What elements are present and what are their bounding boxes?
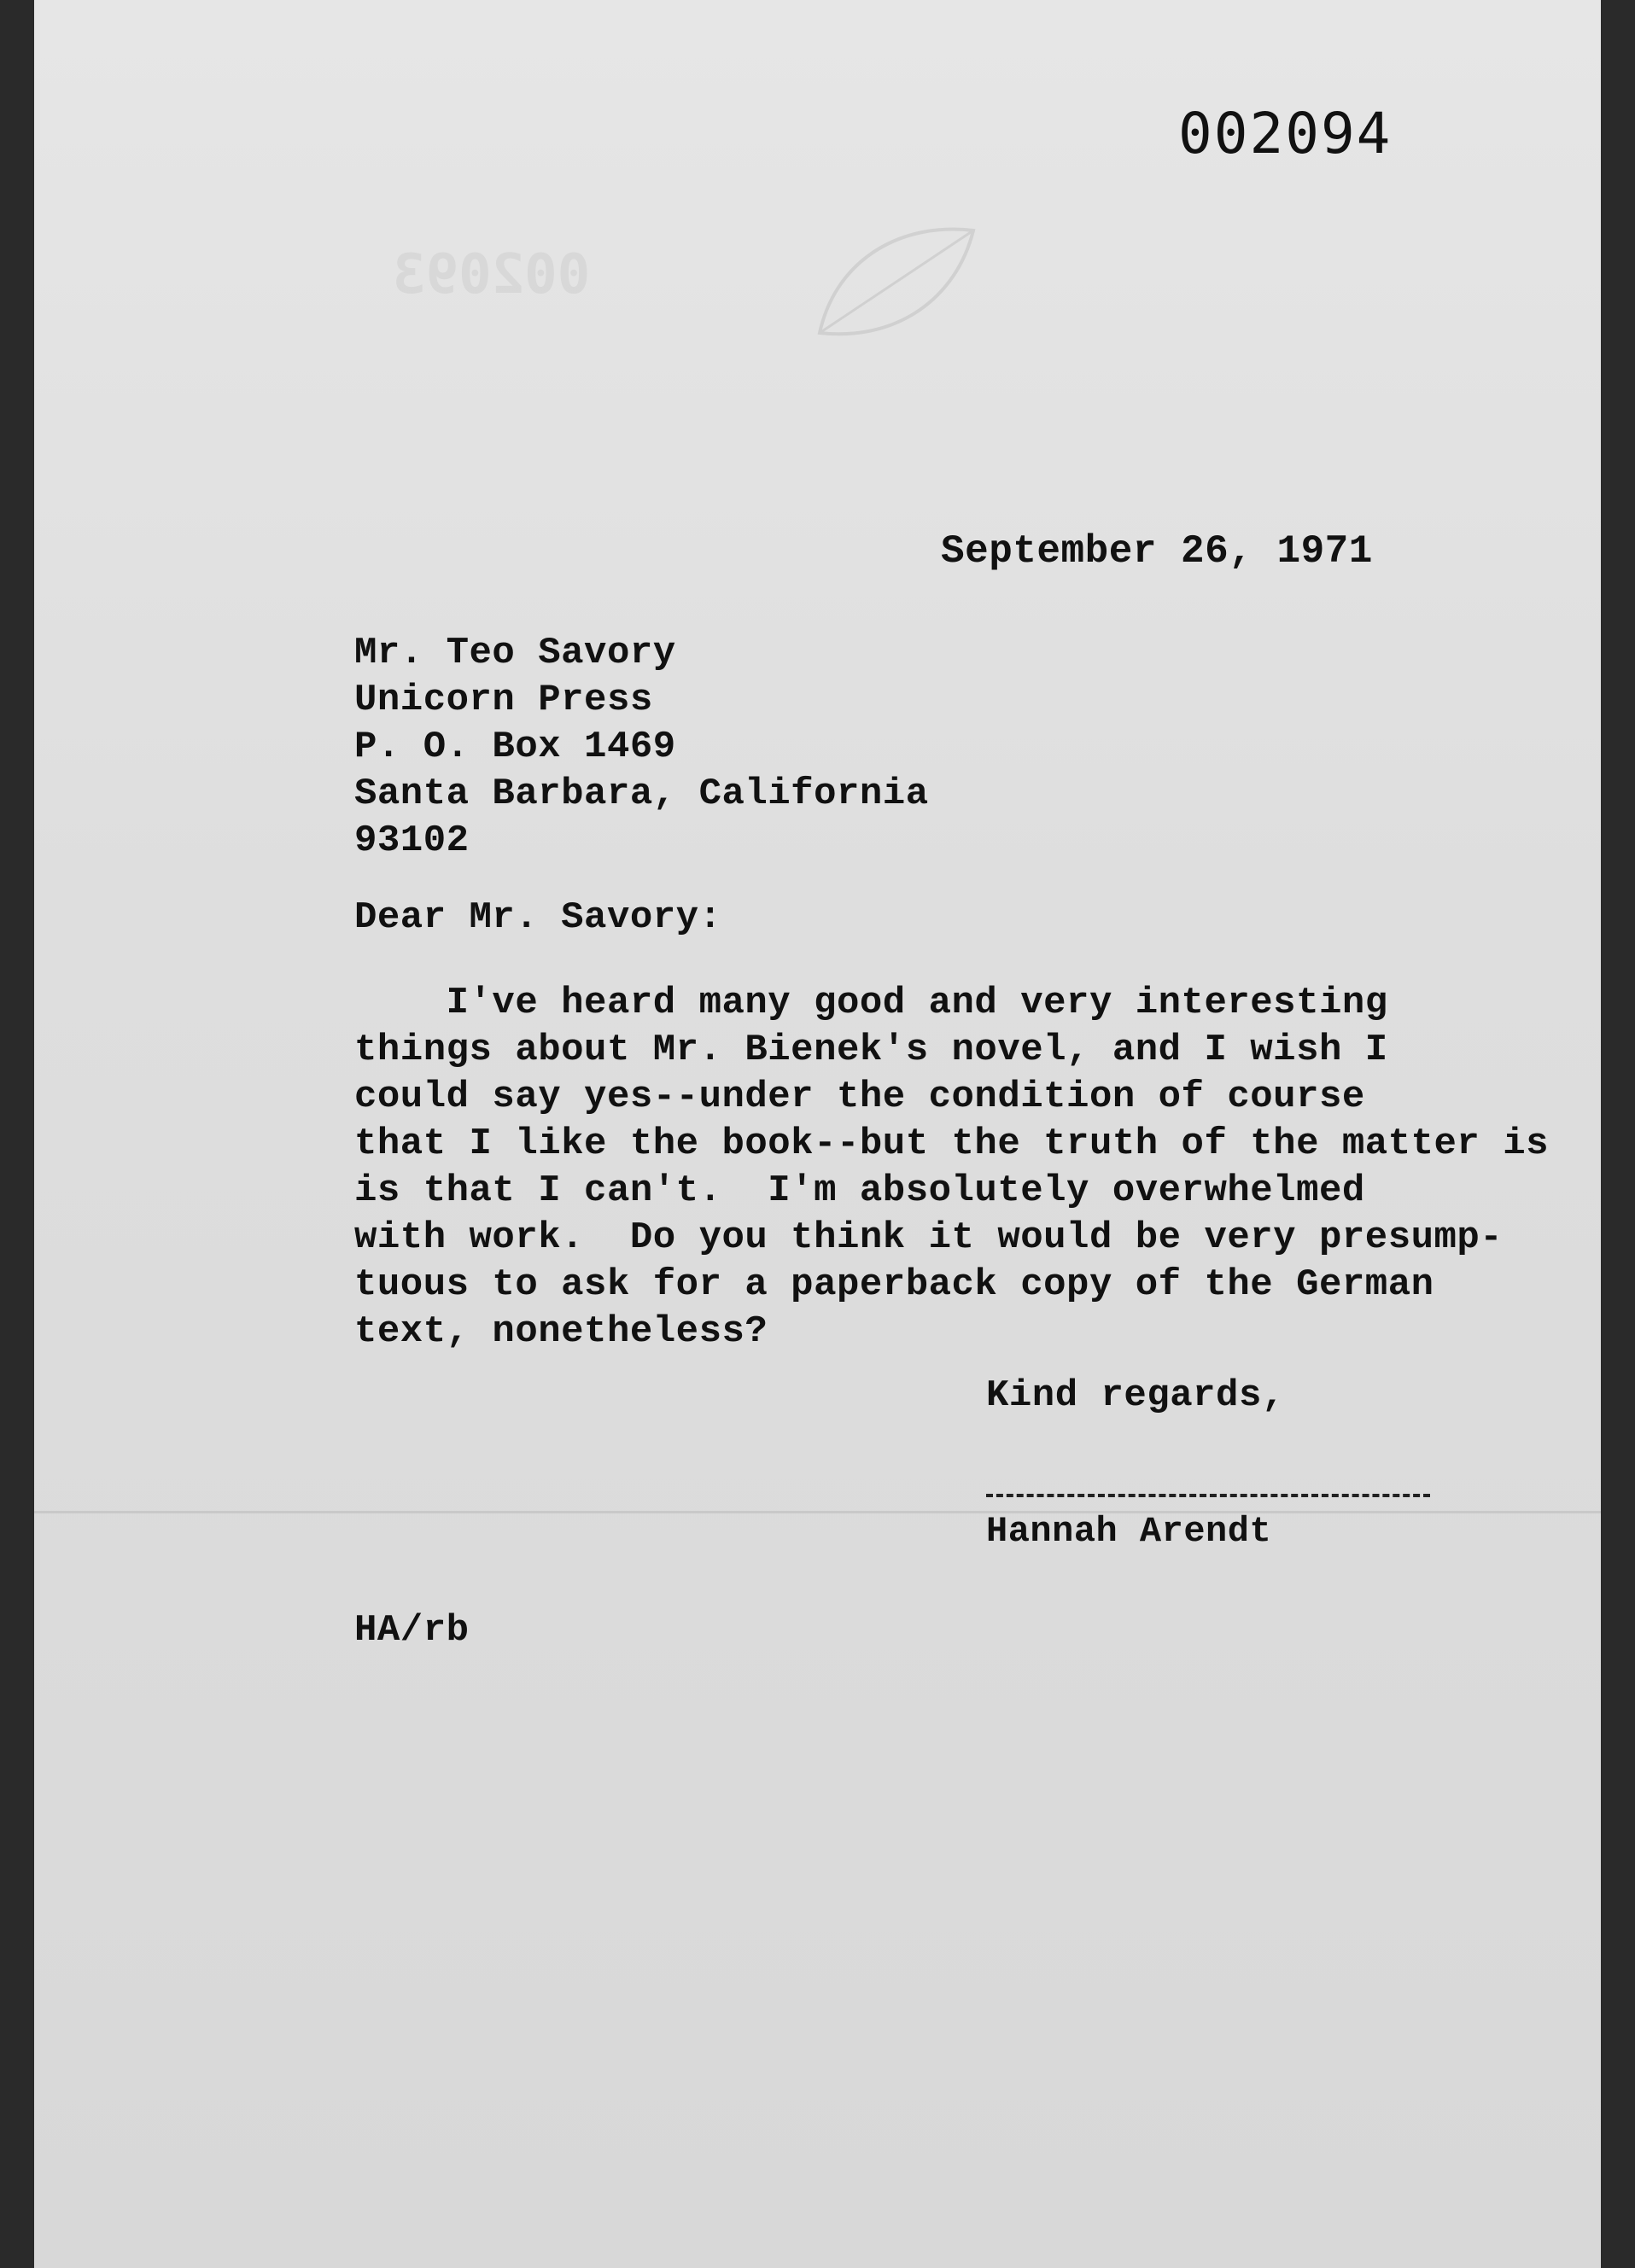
letter-date: September 26, 1971 — [941, 529, 1373, 574]
body-line: that I like the book--but the truth of the matter is — [354, 1122, 1550, 1165]
recipient-city-state: Santa Barbara, California — [354, 773, 929, 815]
recipient-zip: 93102 — [354, 819, 470, 862]
recipient-po-box: P. O. Box 1469 — [354, 726, 676, 768]
body-line: tuous to ask for a paperback copy of the German — [354, 1263, 1434, 1306]
bleed-through-number: 002093 — [393, 243, 591, 306]
recipient-organization: Unicorn Press — [354, 679, 653, 721]
body-line: text, nonetheless? — [354, 1310, 768, 1353]
body-line: with work. Do you think it would be very presump- — [354, 1216, 1504, 1259]
recipient-name: Mr. Teo Savory — [354, 632, 676, 674]
letter-sheet — [34, 0, 1601, 2268]
fold-line — [34, 1511, 1601, 1513]
body-line: could say yes--under the condition of course — [354, 1076, 1365, 1118]
body-line: is that I can't. I'm absolutely overwhelmed — [354, 1169, 1365, 1212]
body-line: I've heard many good and very interesting — [354, 982, 1388, 1024]
salutation: Dear Mr. Savory: — [354, 896, 722, 939]
typist-initials: HA/rb — [354, 1609, 470, 1652]
signature-line — [986, 1494, 1430, 1497]
document-number: 002094 — [1178, 101, 1393, 166]
watermark-leaf-icon — [803, 205, 990, 359]
closing: Kind regards, — [986, 1374, 1285, 1417]
signer-name: Hannah Arendt — [986, 1511, 1272, 1552]
body-line: things about Mr. Bienek's novel, and I wish I — [354, 1029, 1388, 1071]
